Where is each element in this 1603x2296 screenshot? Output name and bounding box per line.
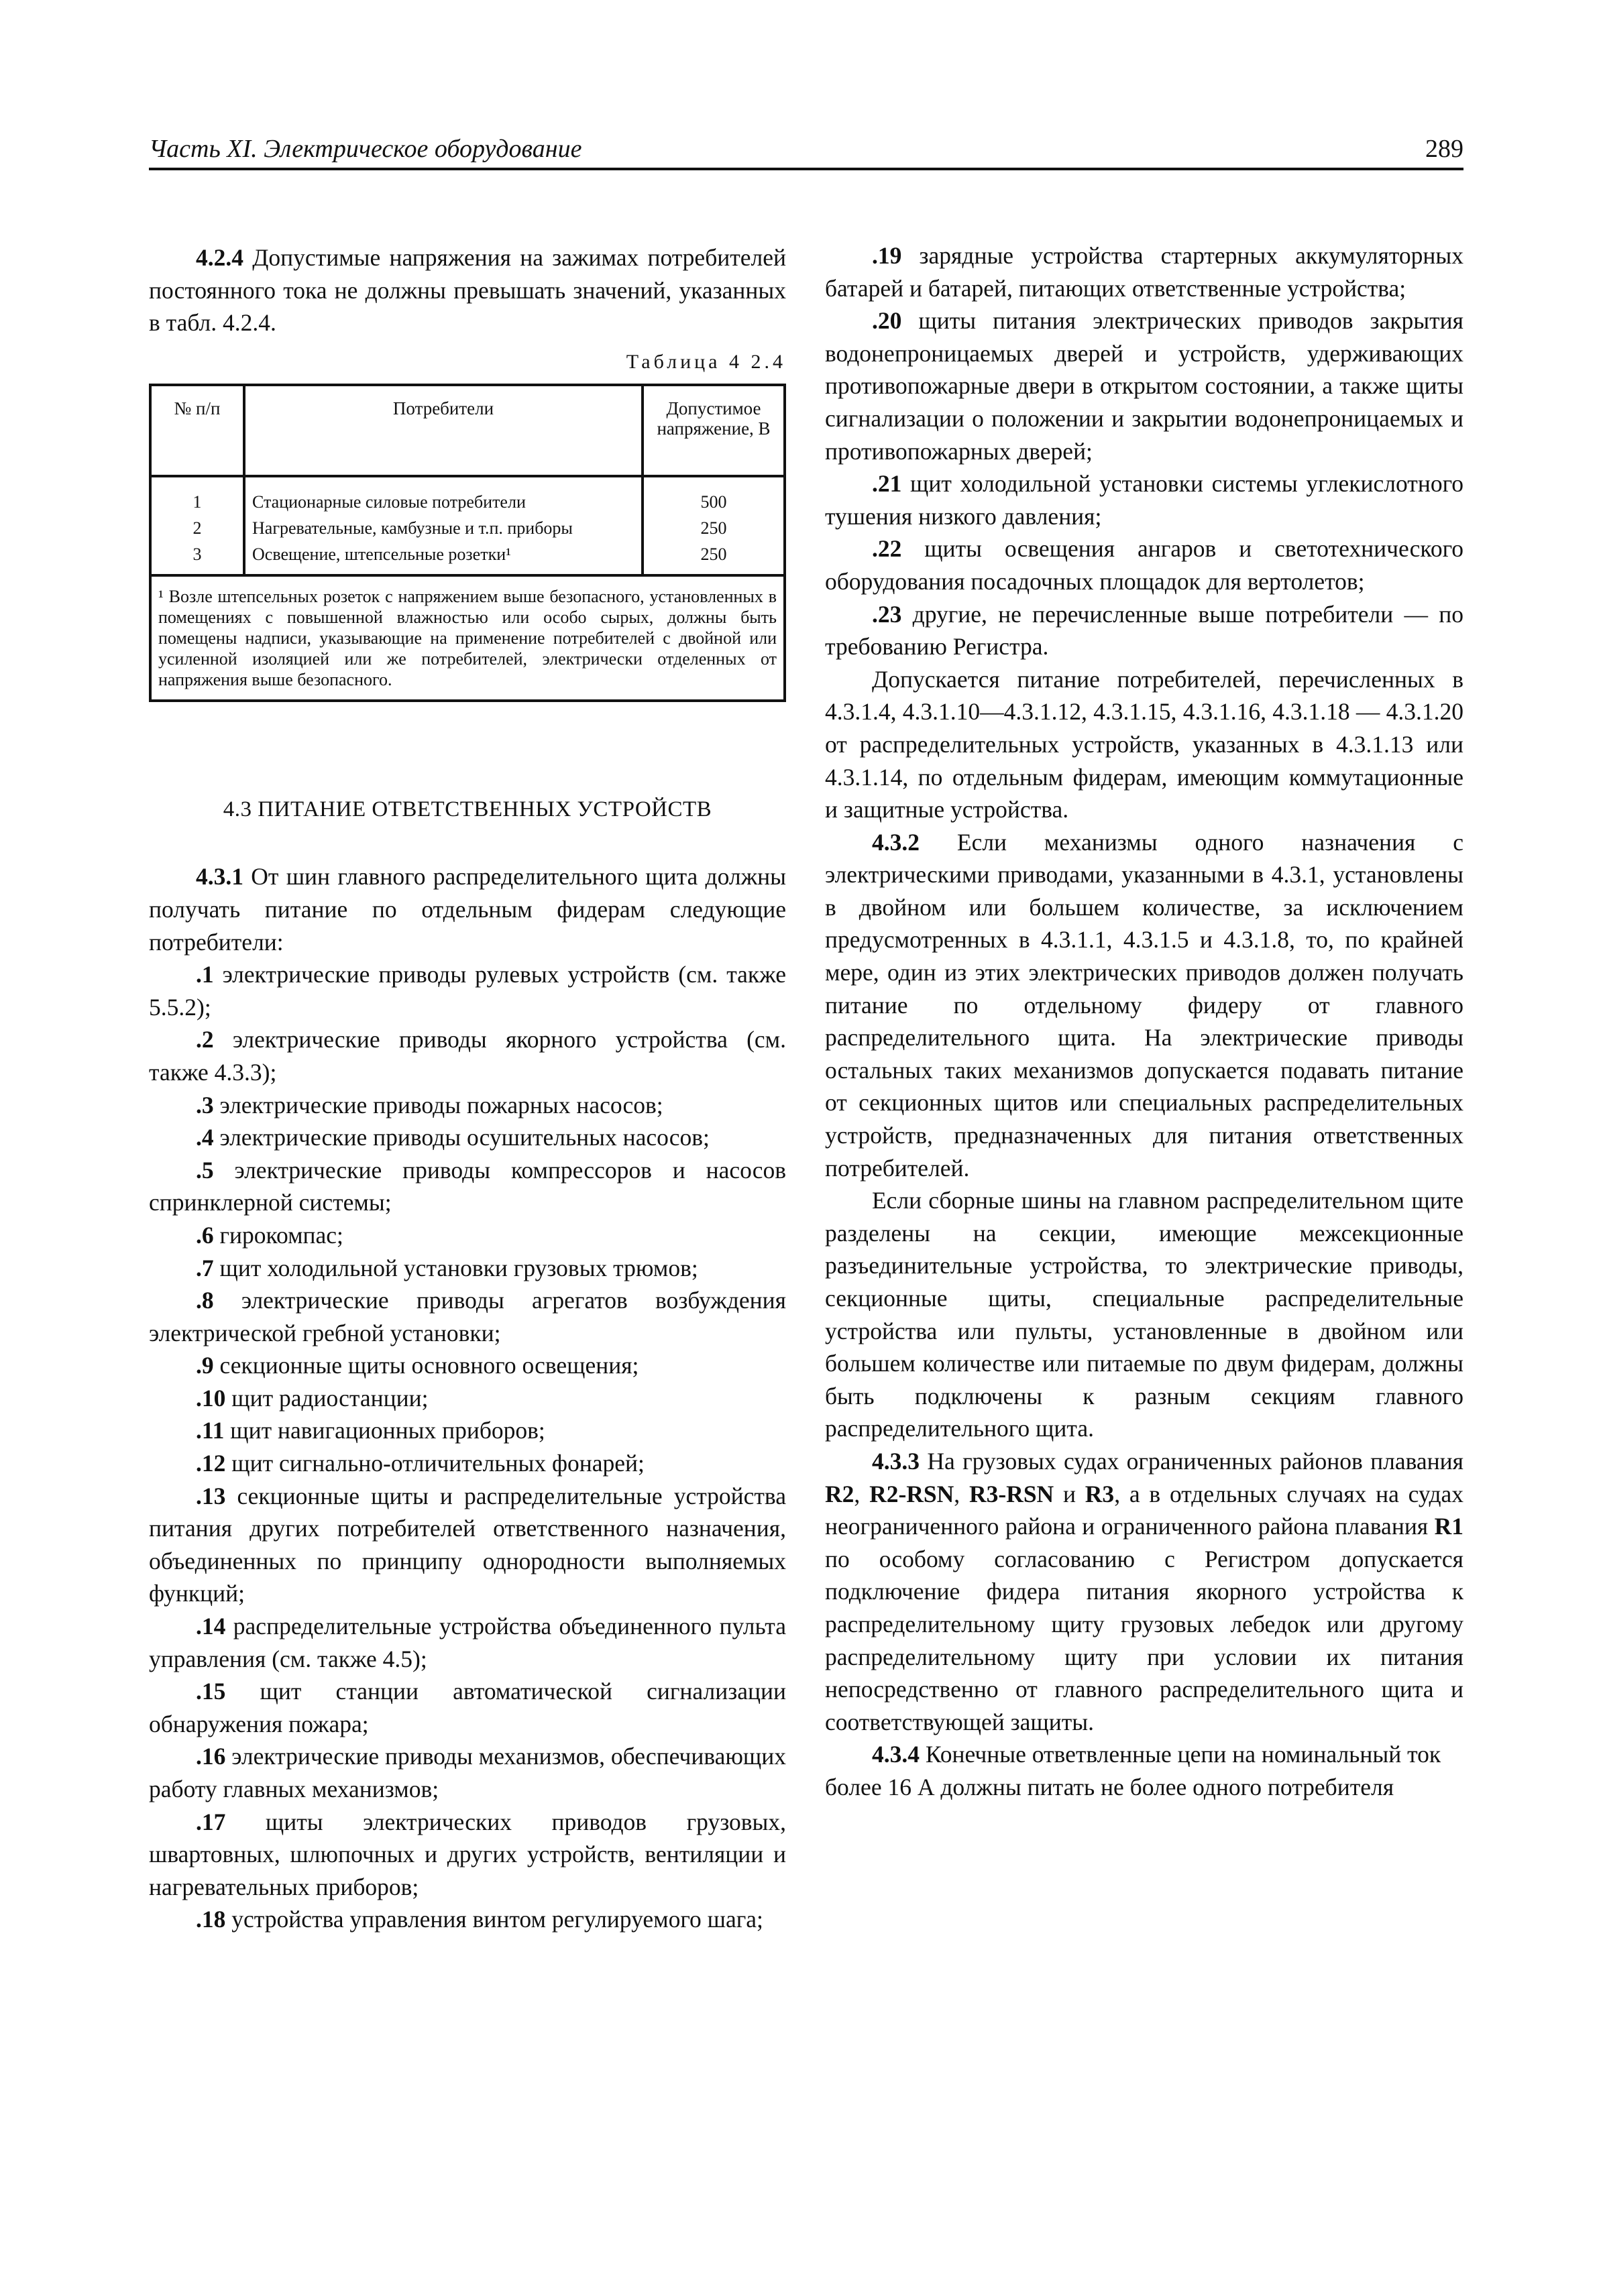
paragraph-4-3-1 (149, 860, 786, 958)
list-item (149, 1382, 786, 1415)
list-item (149, 1089, 786, 1122)
item-number: .19 (872, 242, 902, 269)
area-code: R2 (825, 1480, 854, 1507)
clause-text: На грузовых судах ограниченных районов плавания (920, 1447, 1463, 1475)
table-header-consumers: Потребители (244, 385, 643, 476)
clause-number: 4.3.4 (872, 1741, 920, 1768)
item-text: щиты освещения ангаров и светотехнического оборудования посадочных площадок для вертолетов; (825, 535, 1463, 595)
list-item (149, 1252, 786, 1285)
item-number: .10 (196, 1384, 226, 1412)
clause-number: 4.3.2 (872, 828, 920, 856)
list-item (825, 532, 1463, 597)
area-code: R3-RSN (969, 1480, 1054, 1507)
item-text: распределительные устройства объединенного пульта управления (см. также 4.5); (149, 1613, 786, 1672)
row-consumer: Стационарные силовые потребители (244, 476, 643, 513)
item-text: устройства управления винтом регулируемого шага; (225, 1906, 763, 1933)
item-number: .20 (872, 307, 902, 335)
row-consumer: Нагревательные, камбузные и т.п. приборы (244, 513, 643, 539)
list-item (825, 239, 1463, 304)
item-text: зарядные устройства стартерных аккумуляторных батарей и батарей, питающих ответственные устройства; (825, 242, 1463, 302)
item-text: электрические приводы механизмов, обеспечивающих работу главных механизмов; (149, 1743, 786, 1802)
list-item (149, 1903, 786, 1936)
area-code: R3 (1085, 1480, 1115, 1507)
list-item (825, 598, 1463, 663)
item-text: электрические приводы компрессоров и насосов спринклерной системы; (149, 1156, 786, 1216)
list-item (149, 1414, 786, 1447)
list-item (825, 467, 1463, 532)
item-number: .8 (196, 1287, 214, 1314)
row-number: 3 (150, 539, 244, 575)
table-header-voltage: Допустимое напряжение, В (643, 385, 785, 476)
area-code: R1 (1434, 1513, 1463, 1540)
table-footnote: ¹ Возле штепсельных розеток с напряжением выше безопасного, установленных в помещениях с повышенной влажностью или особо сырых, должны быть помещены надписи, указывающие на применение потребителей с двойной или усиленной изоляцией или же потребителей, электрически отделенных от напряжения выше безопасного. (150, 575, 785, 701)
item-number: .23 (872, 600, 902, 628)
list-item (149, 1675, 786, 1740)
item-number: .22 (872, 535, 902, 563)
item-text: электрические приводы агрегатов возбуждения электрической гребной установки; (149, 1287, 786, 1346)
paragraph-4-2-4 (149, 241, 786, 339)
list-item (149, 1154, 786, 1219)
page-number: 289 (1425, 135, 1463, 163)
item-text: щит сигнально-отличительных фонарей; (225, 1450, 645, 1477)
row-consumer: Освещение, штепсельные розетки¹ (244, 539, 643, 575)
item-number: .12 (196, 1450, 226, 1477)
item-text: электрические приводы осушительных насосов; (213, 1124, 710, 1151)
clause-text: , а в отдельных случаях на судах неограниченного района и ограниченного района плавания (825, 1480, 1464, 1540)
section-title: 4.3 ПИТАНИЕ ОТВЕТСТВЕННЫХ УСТРОЙСТВ (223, 797, 712, 821)
page-header (149, 131, 1463, 170)
list-item (149, 1219, 786, 1252)
consumer-list-right (825, 239, 1463, 663)
right-column (825, 239, 1463, 1804)
paragraph-4-3-4 (825, 1738, 1463, 1803)
list-item (149, 1023, 786, 1088)
table-caption: Таблица 4 2.4 (626, 350, 786, 373)
item-text: электрические приводы рулевых устройств (см. также 5.5.2); (149, 961, 786, 1021)
row-number: 2 (150, 513, 244, 539)
list-item (149, 1740, 786, 1805)
item-number: .5 (196, 1156, 214, 1184)
clause-text: по особому согласованию с Регистром допускается подключение фидера питания якорного устройства к распределительному щиту грузовых лебедок или другому распределительному щиту при условии их питания непосредственно от главного распределительного щита и соответствующей защиты. (825, 1545, 1463, 1735)
running-title: Часть XI. Электрическое оборудование (149, 135, 582, 163)
row-number: 1 (150, 476, 244, 513)
table-row (150, 539, 785, 575)
list-item (149, 1349, 786, 1382)
item-text: щит станции автоматической сигнализации обнаружения пожара; (149, 1678, 786, 1737)
item-number: .16 (196, 1743, 226, 1770)
item-text: другие, не перечисленные выше потребители — по требованию Регистра. (825, 600, 1463, 661)
list-item (825, 304, 1463, 467)
list-item (149, 1447, 786, 1480)
item-text: гирокомпас; (213, 1221, 343, 1249)
list-item (149, 1610, 786, 1675)
paragraph-4-3-2 (825, 826, 1463, 1185)
item-text: щит холодильной установки системы углекислотного тушения низкого давления; (825, 470, 1463, 530)
consumer-list-left (149, 958, 786, 1936)
clause-number: 4.3.3 (872, 1447, 920, 1475)
table-row (150, 513, 785, 539)
item-text: секционные щиты основного освещения; (213, 1352, 639, 1379)
item-text: секционные щиты и распределительные устройства питания других потребителей ответственного назначения, объединенных по принципу однородности выполняемых функций; (149, 1482, 786, 1607)
item-number: .17 (196, 1808, 226, 1835)
item-number: .3 (196, 1091, 214, 1118)
list-item (149, 1284, 786, 1349)
item-number: .18 (196, 1906, 226, 1933)
item-number: .9 (196, 1352, 214, 1379)
item-number: .13 (196, 1482, 226, 1509)
item-text: электрические приводы пожарных насосов; (213, 1091, 663, 1118)
list-item (149, 958, 786, 1023)
list-item (149, 1121, 786, 1154)
row-voltage: 500 (700, 492, 727, 512)
clause-number: 4.3.1 (196, 863, 243, 891)
list-item (149, 1480, 786, 1610)
item-text: щиты питания электрических приводов закрытия водонепроницаемых дверей и устройств, удерживающих противопожарные двери в открытом состоянии, а также щиты сигнализации о положении и закрытии водонепроницаемых и противопожарных дверей; (825, 307, 1463, 465)
table-row (150, 476, 785, 513)
item-number: .11 (196, 1417, 225, 1444)
paragraph-allowed-supply: Допускается питание потребителей, перечисленных в 4.3.1.4, 4.3.1.10—4.3.1.12, 4.3.1.15, 4.3.1.16, 4.3.1.18 — 4.3.1.20 от распределительных устройств, указанных в 4.3.1.13 или 4.3.1.14, по отдельным фидерам, имеющим коммутационные и защитные устройства. (825, 665, 1463, 823)
row-voltage: 250 (700, 544, 727, 564)
item-number: .21 (872, 470, 902, 498)
item-text: щит радиостанции; (225, 1384, 429, 1412)
item-text: щит холодильной установки грузовых трюмов; (213, 1254, 698, 1281)
paragraph-busbar-sections: Если сборные шины на главном распределительном щите разделены на секции, имеющие межсекционные разъединительные устройства, то электрические приводы, секционные щиты, специальные распределительные устройства или пульты, установленные в двойном или большем количестве или питаемые по двум фидерам, должны быть подключены к разным секциям главного распределительного щита. (825, 1187, 1463, 1442)
clause-text: Конечные ответвленные цепи на номинальный ток более 16 А должны питать не более одного потребителя (825, 1741, 1441, 1800)
area-code: R2-RSN (869, 1480, 954, 1507)
list-item (149, 1806, 786, 1904)
item-number: .7 (196, 1254, 214, 1281)
clause-text: Допустимые напряжения на зажимах потребителей постоянного тока не должны превышать значений, указанных в табл. 4.2.4. (149, 244, 786, 337)
item-number: .1 (196, 961, 214, 988)
item-text: щиты электрических приводов грузовых, швартовных, шлюпочных и других устройств, вентиляции и нагревательных приборов; (149, 1808, 786, 1900)
table-header-number: № п/п (150, 385, 244, 476)
clause-number: 4.2.4 (196, 244, 243, 271)
item-number: .14 (196, 1613, 226, 1640)
clause-text: От шин главного распределительного щита должны получать питание по отдельным фидерам следующие потребители: (149, 863, 786, 956)
row-voltage: 250 (700, 518, 727, 538)
voltage-table (149, 384, 786, 702)
item-text: электрические приводы якорного устройства (см. также 4.3.3); (149, 1026, 786, 1086)
paragraph-4-3-3: 4.3.3 На грузовых судах ограниченных районов плавания R2, R2-RSN, R3-RSN и R3, а в отдельных случаях на судах неограниченного района и ограниченного района плавания R1 по особому согласованию с Регистром допускается подключение фидера питания якорного устройства к распределительному щиту грузовых лебедок или другому распределительному щиту при условии их питания непосредственно от главного распределительного щита и соответствующей защиты. (825, 1447, 1464, 1735)
item-number: .15 (196, 1678, 226, 1705)
item-number: .6 (196, 1221, 214, 1249)
clause-text: Если механизмы одного назначения с электрическими приводами, указанными в 4.3.1, установлены в двойном или большем количестве, за исключением предусмотренных в 4.3.1.1, 4.3.1.5 и 4.3.1.8, то, по крайней мере, один из этих электрических приводов должен получать питание по отдельному фидеру от главного распределительного щита. На электрические приводы остальных таких механизмов допускается подавать питание от секционных щитов или специальных распределительных устройств, предназначенных для питания ответственных потребителей. (825, 828, 1463, 1182)
item-number: .4 (196, 1124, 214, 1151)
left-column (149, 241, 786, 1936)
item-number: .2 (196, 1026, 214, 1053)
item-text: щит навигационных приборов; (224, 1417, 545, 1444)
